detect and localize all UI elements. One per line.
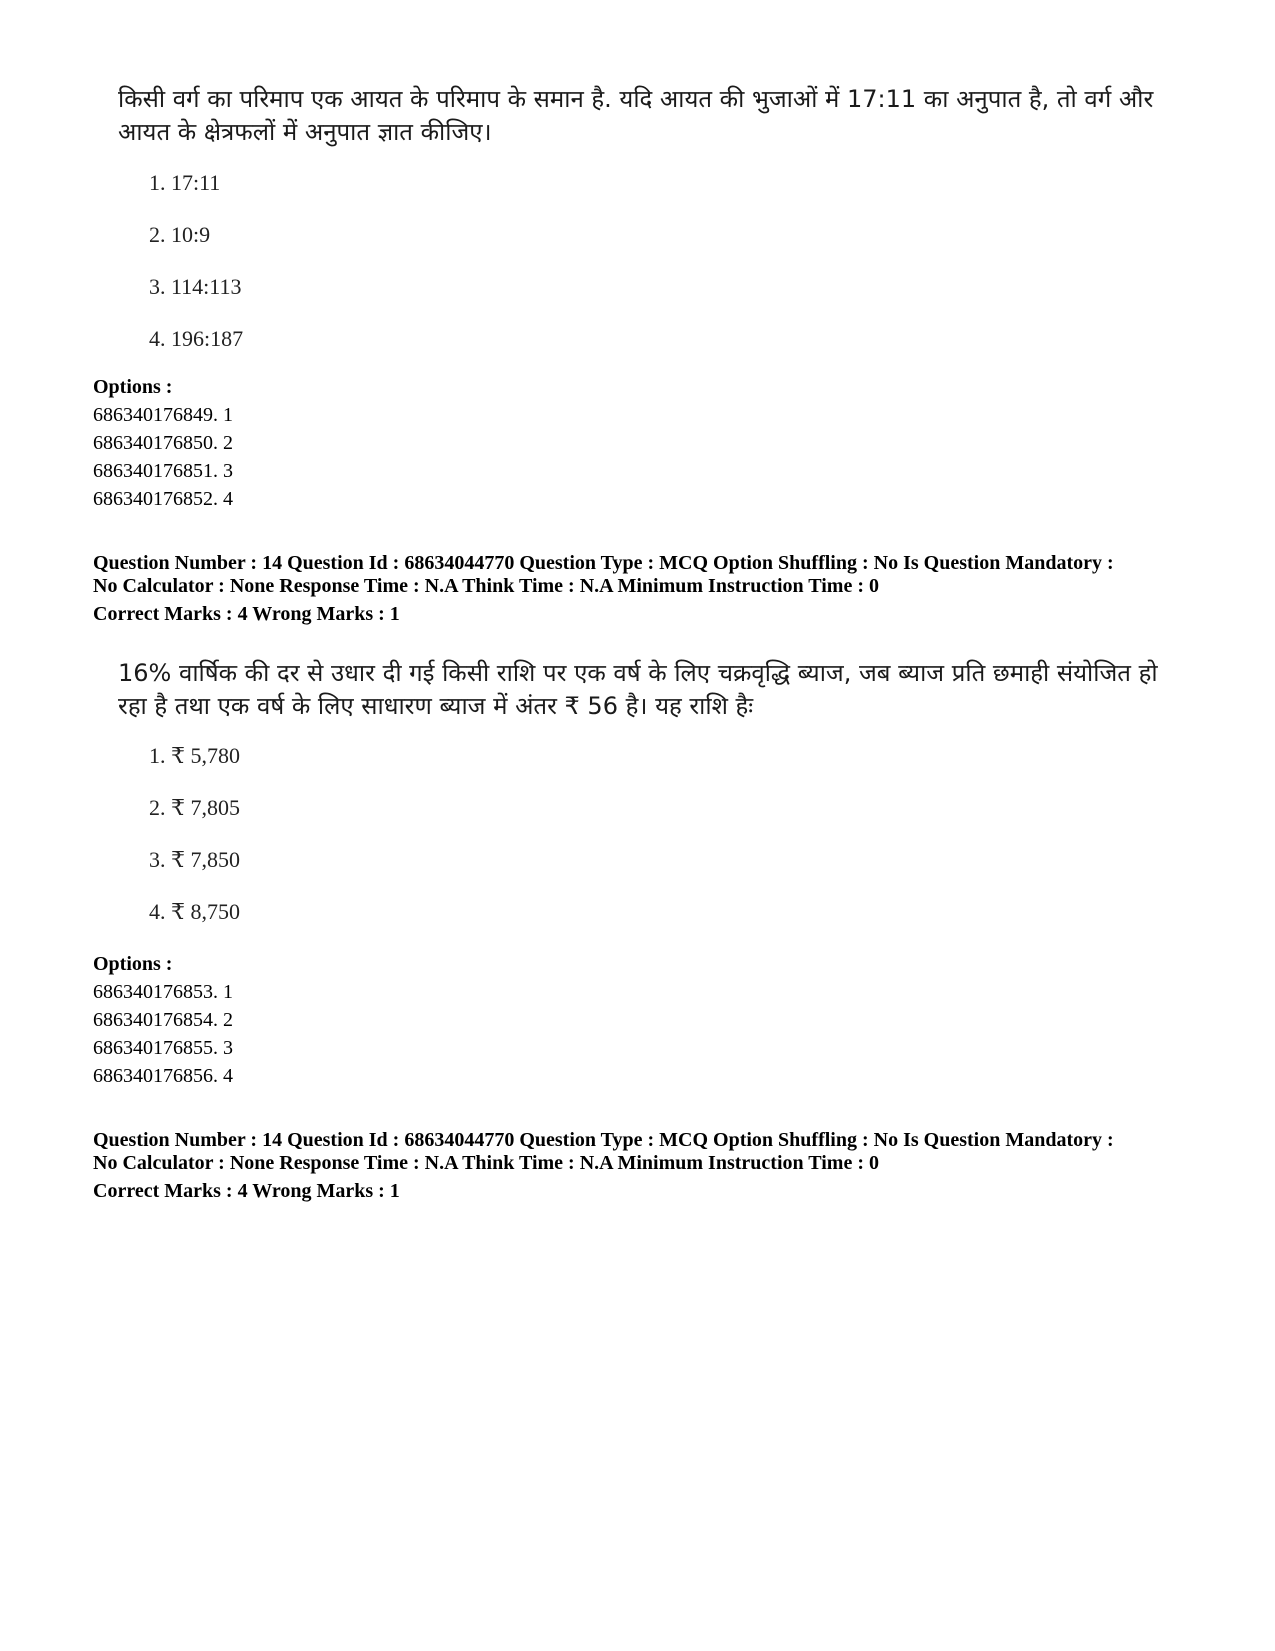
- answer-choice-4: 4. 196:187: [149, 326, 244, 351]
- answer-choice-3: 3. 114:113: [149, 274, 242, 299]
- options-heading: Options :: [93, 953, 173, 975]
- question-meta-line: Question Number : 14 Question Id : 68634044770 Question Type : MCQ Option Shuffling : No Is Question Mandatory :: [93, 1129, 1114, 1151]
- answer-choice-2: 2. 10:9: [149, 222, 211, 247]
- option-id-line: 686340176853. 1: [93, 981, 233, 1003]
- answer-choice-1: 1. 17:11: [149, 170, 221, 195]
- option-id-line: 686340176854. 2: [93, 1009, 233, 1031]
- option-id-line: 686340176851. 3: [93, 460, 233, 482]
- answer-choice-4: 4. ₹ 8,750: [149, 899, 240, 924]
- question-meta-line: No Calculator : None Response Time : N.A Think Time : N.A Minimum Instruction Time : 0: [93, 575, 879, 597]
- option-id-line: 686340176856. 4: [93, 1065, 233, 1087]
- marks-line: Correct Marks : 4 Wrong Marks : 1: [93, 603, 400, 625]
- answer-choice-3: 3. ₹ 7,850: [149, 847, 240, 872]
- question-text: किसी वर्ग का परिमाप एक आयत के परिमाप के समान है. यदि आयत की भुजाओं में 17:11 का अनुपात है, तो वर्ग और आयत के क्षेत्रफलों में अनुपात ज्ञात कीजिए।: [118, 85, 1154, 146]
- question-text: 16% वार्षिक की दर से उधार दी गई किसी राशि पर एक वर्ष के लिए चक्रवृद्धि ब्याज, जब ब्याज प्रति छमाही संयोजित हो रहा है तथा एक वर्ष के लिए साधारण ब्याज में अंतर ₹ 56 है। यह राशि हैः: [118, 659, 1158, 720]
- answer-choice-1: 1. ₹ 5,780: [149, 743, 240, 768]
- option-id-line: 686340176850. 2: [93, 432, 233, 454]
- question-meta-line: No Calculator : None Response Time : N.A Think Time : N.A Minimum Instruction Time : 0: [93, 1152, 879, 1174]
- marks-line: Correct Marks : 4 Wrong Marks : 1: [93, 1180, 400, 1202]
- question-meta-line: Question Number : 14 Question Id : 68634044770 Question Type : MCQ Option Shuffling : No Is Question Mandatory :: [93, 552, 1114, 574]
- option-id-line: 686340176849. 1: [93, 404, 233, 426]
- option-id-line: 686340176855. 3: [93, 1037, 233, 1059]
- options-heading: Options :: [93, 376, 173, 398]
- answer-choice-2: 2. ₹ 7,805: [149, 795, 240, 820]
- option-id-line: 686340176852. 4: [93, 488, 233, 510]
